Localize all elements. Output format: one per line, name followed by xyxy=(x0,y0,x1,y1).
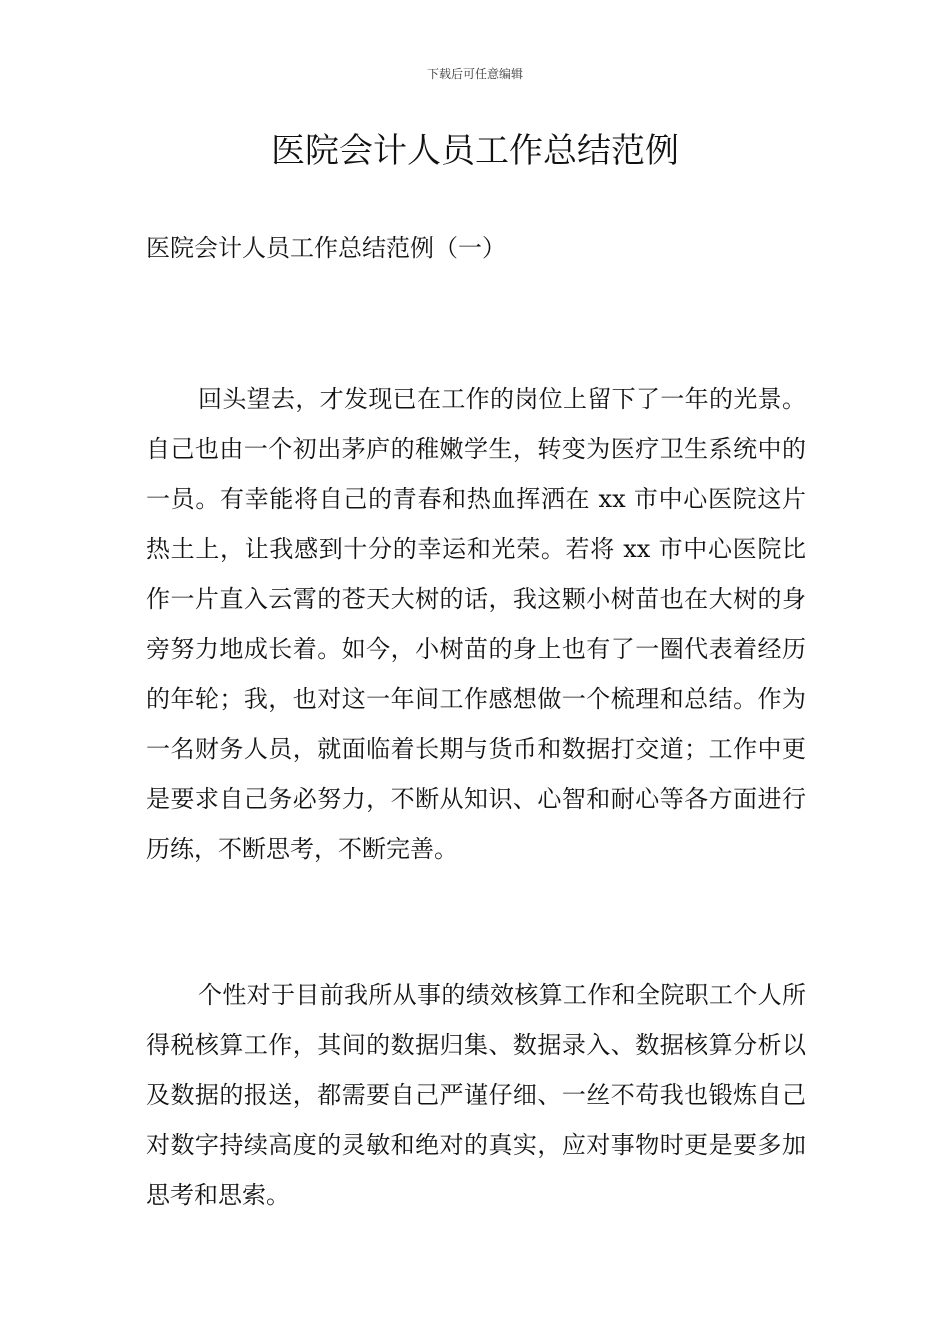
header-note: 下载后可任意编辑 xyxy=(426,67,523,81)
document-title: 医院会计人员工作总结范例 xyxy=(271,131,679,171)
body-paragraph: 个性对于目前我所从事的绩效核算工作和全院职工个人所得税核算工作，其间的数据归集、数据录入、数据核算分析以及数据的报送，都需要自己严谨仔细、一丝不苟我也锻炼自己对数字持续高度的灵敏和绝对的真实，应对事物时更是要多加思考和思索。 xyxy=(146,981,806,1209)
body-paragraph: 回头望去，才发现已在工作的岗位上留下了一年的光景。自己也由一个初出茅庐的稚嫩学生，转变为医疗卫生系统中的一员。有幸能将自己的青春和热血挥洒在 xx 市中心医院这片热土上，让我感到十分的幸运和光荣。若将 xx 市中心医院比作一片直入云霄的苍天大树的话，我这颗小树苗也在大树的身旁努力地成长着。如今，小树苗的身上也有了一圈代表着经历的年轮；我，也对这一年间工作感想做一个梳理和总结。作为一名财务人员，就面临着长期与货币和数据打交道；工作中更是要求自己务必努力，不断从知识、心智和耐心等各方面进行历练，不断思考，不断完善。 xyxy=(146,385,806,863)
section-subtitle: 医院会计人员工作总结范例（一） xyxy=(146,234,506,262)
